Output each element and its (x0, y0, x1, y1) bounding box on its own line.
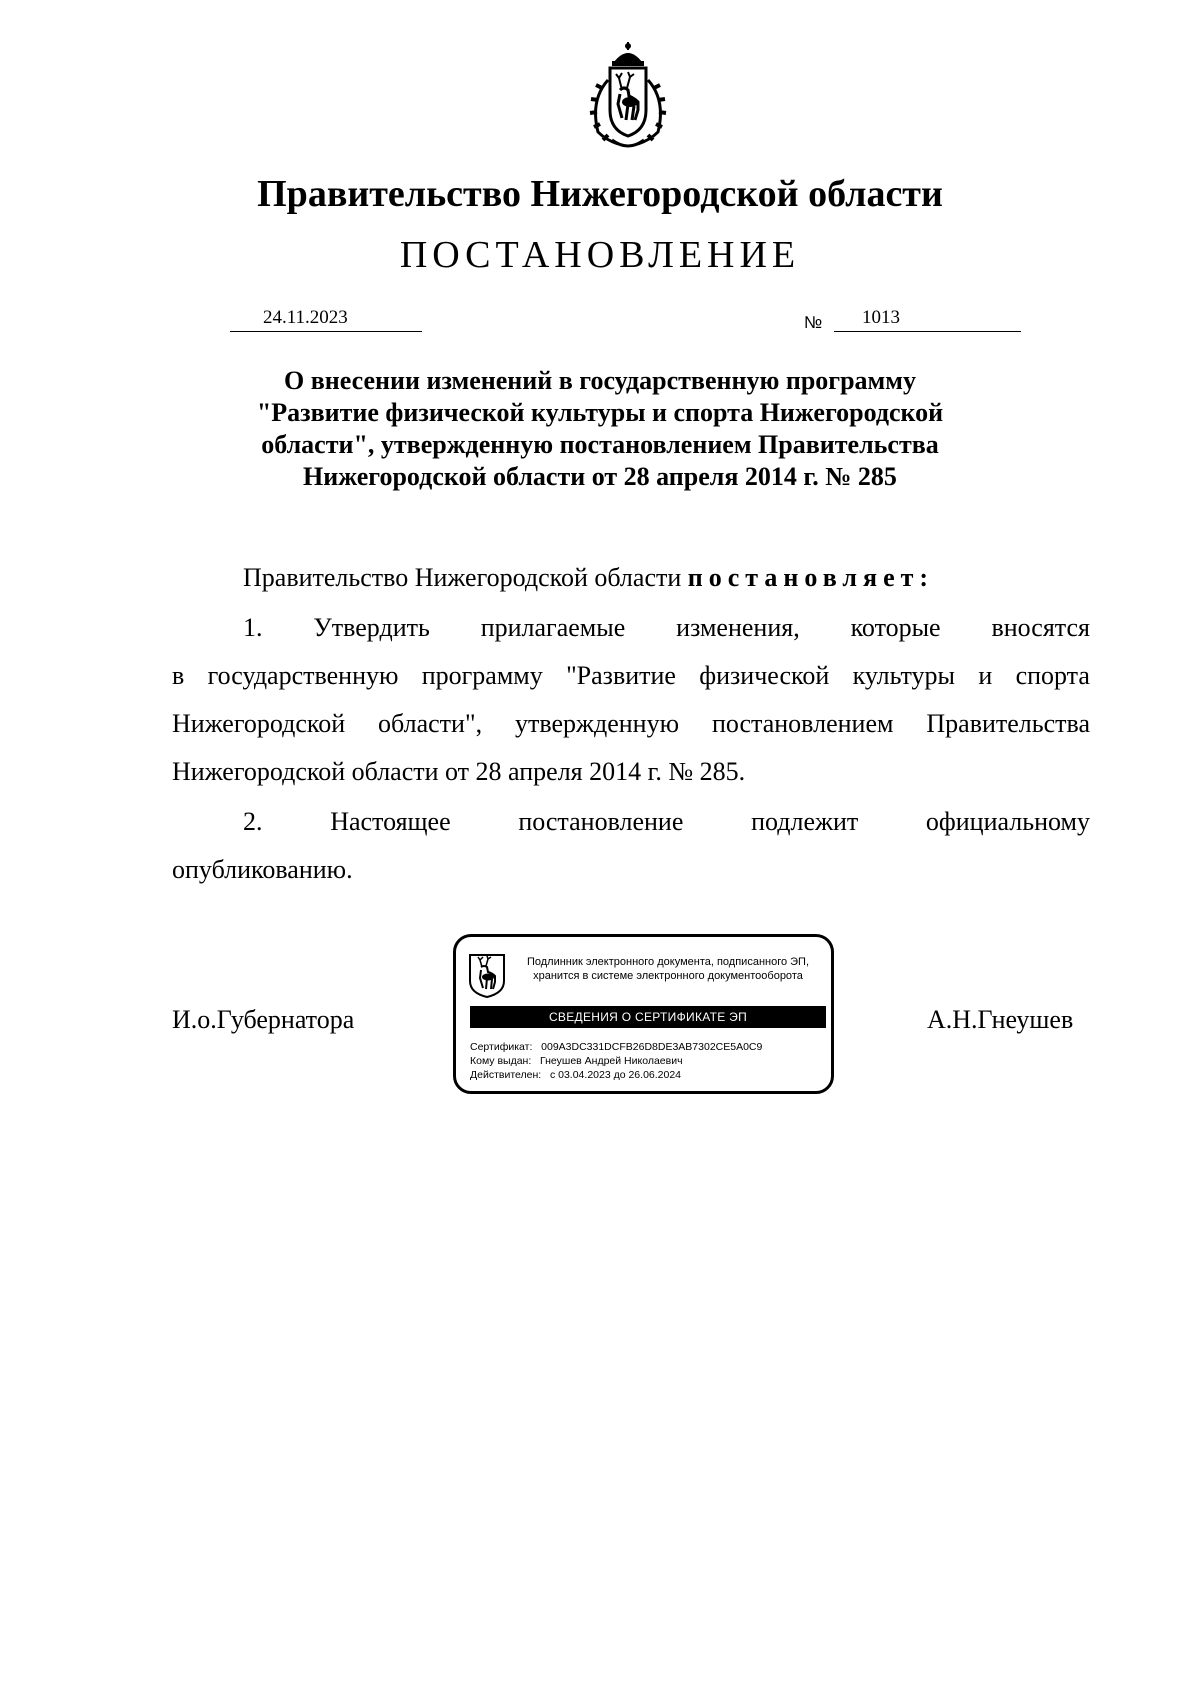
word: государственную (207, 661, 399, 690)
stamp-certificate-row (470, 1041, 826, 1054)
decree-verb: постановляет: (687, 563, 935, 592)
stamp-note (512, 955, 824, 983)
document-number: 1013 (862, 307, 900, 328)
word: и (978, 661, 993, 690)
word: Настоящее (330, 807, 451, 836)
word: спорта (1015, 661, 1090, 690)
stamp-owner-value: Гнеушев Андрей Николаевич (540, 1055, 683, 1067)
word: Нижегородской (172, 709, 346, 738)
paragraph-1-line (172, 660, 1090, 692)
subject-line: О внесении изменений в государственную программу (284, 366, 916, 395)
word: постановлением (711, 709, 894, 738)
number-underline (834, 331, 1021, 332)
paragraph-2-line (243, 806, 1090, 838)
stamp-validity-value: с 03.04.2023 до 26.06.2024 (549, 1069, 682, 1081)
word: официальному (925, 807, 1090, 836)
subject-line: "Развитие физической культуры и спорта Нижегородской (256, 398, 944, 427)
document-date: 24.11.2023 (263, 307, 348, 328)
stamp-certificate-label: Сертификат: (470, 1041, 539, 1053)
word: постановление (518, 807, 684, 836)
word: изменения, (676, 613, 800, 642)
document-subject (160, 365, 1040, 493)
decree-intro-text: Правительство Нижегородской области (243, 563, 682, 592)
stamp-owner-row (470, 1055, 826, 1068)
word: "Развитие (566, 661, 676, 690)
subject-line: области", утвержденную постановлением Правительства (261, 430, 939, 459)
word: утвержденную (515, 709, 680, 738)
date-underline (230, 331, 422, 332)
signer-role: И.о.Губернатора (172, 1005, 355, 1034)
paragraph-1-line (172, 708, 1090, 740)
word: которые (850, 613, 941, 642)
word: 1. (243, 613, 263, 642)
word: прилагаемые (480, 613, 626, 642)
word: Утвердить (313, 613, 430, 642)
document-type: ПОСТАНОВЛЕНИЕ (399, 234, 801, 276)
word: в (172, 661, 185, 690)
stamp-validity-label: Действителен: (470, 1069, 548, 1081)
number-sign: № (804, 313, 823, 332)
paragraph-2-line: опубликованию. (172, 855, 353, 884)
word: подлежит (751, 807, 859, 836)
stamp-certificate-value: 009A3DC331DCFB26D8DE3AB7302CE5A0C9 (541, 1041, 763, 1053)
word: физической (699, 661, 830, 690)
paragraph-1-line (243, 612, 1090, 644)
stamp-note-line: Подлинник электронного документа, подписанного ЭП, (526, 956, 810, 968)
government-title: Правительство Нижегородской области (257, 173, 943, 215)
word: Правительства (926, 709, 1090, 738)
decree-intro (243, 562, 934, 594)
word: культуры (852, 661, 956, 690)
e-signature-stamp (453, 934, 834, 1094)
stamp-note-line: хранится в системе электронного документооборота (533, 970, 803, 982)
stamp-validity-row (470, 1069, 826, 1082)
stamp-title-bar: СВЕДЕНИЯ О СЕРТИФИКАТЕ ЭП (470, 1006, 826, 1028)
subject-line: Нижегородской области от 28 апреля 2014 г. № 285 (303, 462, 897, 491)
stamp-owner-label: Кому выдан: (470, 1055, 538, 1067)
deer-emblem-icon (468, 953, 506, 999)
signer-name: А.Н.Гнеушев (927, 1005, 1074, 1034)
word: области", (378, 709, 483, 738)
word: вносятся (991, 613, 1090, 642)
word: программу (421, 661, 543, 690)
word: 2. (243, 807, 263, 836)
coat-of-arms-icon (572, 40, 684, 152)
paragraph-1-line: Нижегородской области от 28 апреля 2014 г. № 285. (172, 757, 746, 786)
